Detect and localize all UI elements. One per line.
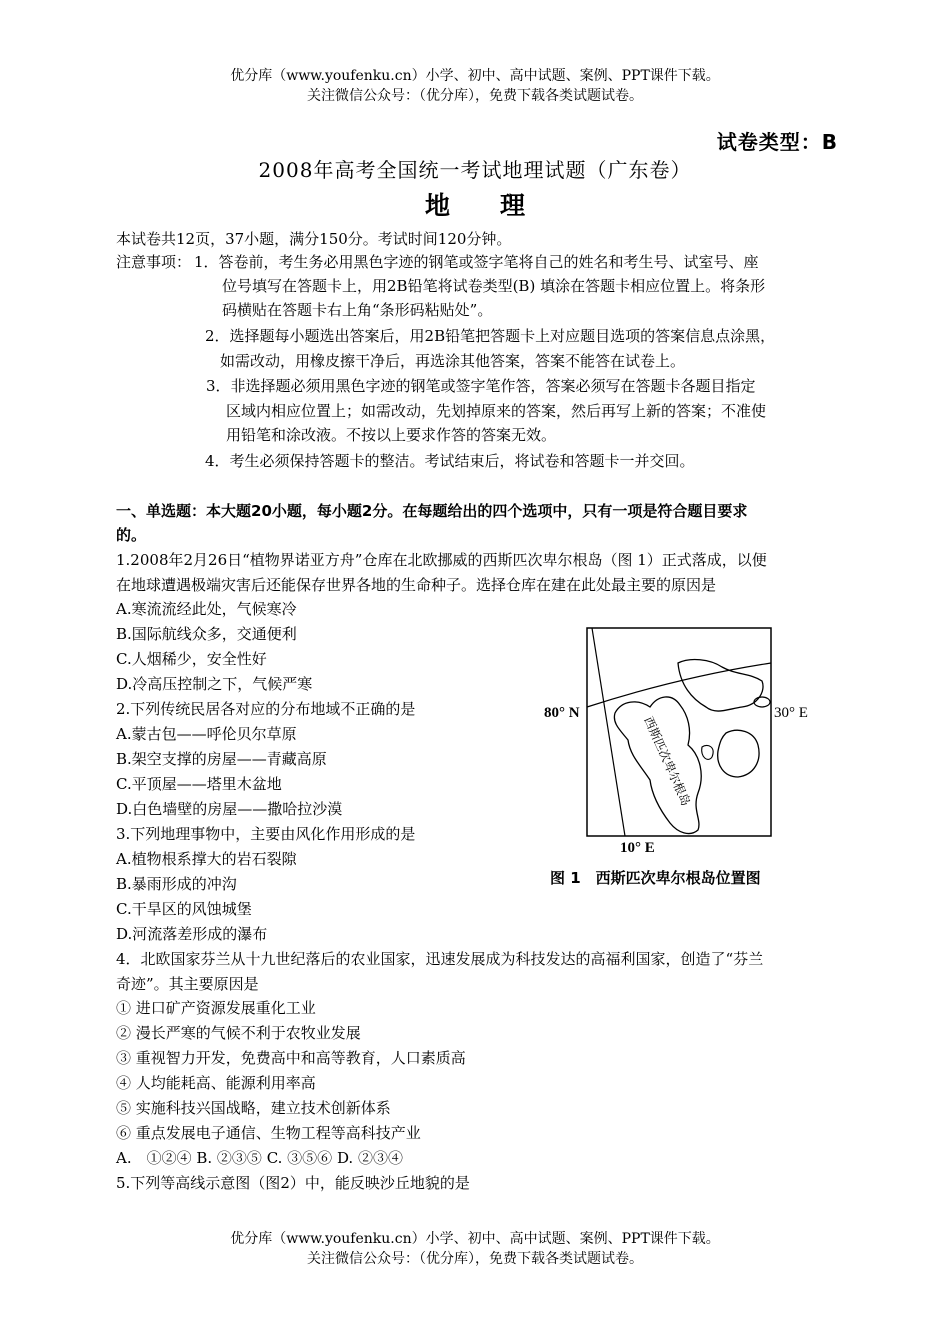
northeast-land [678,660,763,712]
q2-option-b: B.架空支撑的房屋——青藏高原 [116,750,327,768]
q2-option-c: C.平顶屋——塔里木盆地 [116,775,282,793]
q4-item-5: ⑤ 实施科技兴国战略，建立技术创新体系 [116,1099,391,1117]
island-name-label: 西斯匹次卑尔根岛 [641,714,694,808]
note-3-line-2: 区域内相应位置上；如需改动，先划掉原来的答案，然后再写上新的答案；不准使 [226,402,767,420]
q1-option-d: D.冷高压控制之下，气候严寒 [116,675,313,693]
map-svg [540,615,840,895]
q3-option-c: C.干旱区的风蚀城堡 [116,900,252,918]
note-1-line-2: 位号填写在答题卡上，用2B铅笔将试卷类型(B) 填涂在答题卡相应位置上。将条形 [222,277,766,295]
exam-title: 2008年高考全国统一考试地理试题（广东卷） [258,158,692,182]
q4-item-4: ④ 人均能耗高、能源利用率高 [116,1074,316,1092]
q4-item-3: ③ 重视智力开发，免费高中和高等教育，人口素质高 [116,1049,466,1067]
figure-1-map [540,615,840,895]
q3-option-d: D.河流落差形成的瀑布 [116,925,268,943]
figure-1-caption: 图 1 西斯匹次卑尔根岛位置图 [550,869,761,887]
q1-option-b: B.国际航线众多，交通便利 [116,625,297,643]
q4-stem-line-1: 4．北欧国家芬兰从十九世纪落后的农业国家，迅速发展成为科技发达的高福利国家，创造了“芬兰 [116,950,764,968]
section-1-heading-line-1: 一、单选题：本大题20小题，每小题2分。在每题给出的四个选项中，只有一项是符合题目要求 [116,502,748,520]
note-4: 4．考生必须保持答题卡的整洁。考试结束后，将试卷和答题卡一并交回。 [205,452,695,470]
q1-option-c: C.人烟稀少，安全性好 [116,650,267,668]
footer-line-1: 优分库（www.youfenku.cn）小学、初中、高中试题、案例、PPT课件下载。 [230,1231,720,1247]
q5-stem: 5.下列等高线示意图（图2）中，能反映沙丘地貌的是 [116,1174,470,1192]
q3-stem: 3.下列地理事物中，主要由风化作用形成的是 [116,825,416,843]
footer-line-2: 关注微信公众号：（优分库），免费下载各类试题试卷。 [307,1251,643,1267]
east-island [718,730,759,777]
header-line-2: 关注微信公众号：（优分库），免费下载各类试题试卷。 [307,88,643,104]
q2-stem: 2.下列传统民居各对应的分布地域不正确的是 [116,700,416,718]
lat-label-80n: 80° N [544,705,580,721]
note-1-line-1: 1．答卷前，考生务必用黑色字迹的钢笔或签字笔将自己的姓名和考生号、试室号、座 [194,253,759,271]
meridian-line [592,628,625,836]
q4-options: A. ①②④ B. ②③⑤ C. ③⑤⑥ D. ②③④ [116,1149,403,1167]
q4-stem-line-2: 奇迹”。其主要原因是 [116,975,259,993]
note-3-line-1: 3．非选择题必须用黑色字迹的钢笔或签字笔作答，答案必须写在答题卡各题目指定 [206,377,756,395]
note-1-line-3: 码横贴在答题卡右上角“条形码粘贴处”。 [222,301,493,319]
lon-label-30e: 30° E [774,705,808,721]
section-1-heading-line-2: 的。 [116,526,147,544]
island-shape [614,697,701,834]
q1-stem-line-2: 在地球遭遇极端灾害后还能保存世界各地的生命种子。选择仓库在建在此处最主要的原因是 [116,576,717,594]
q1-stem-line-1: 1.2008年2月26日“植物界诺亚方舟”仓库在北欧挪威的西斯匹次卑尔根岛（图 1）正式落成，以便 [116,551,767,569]
q2-option-d: D.白色墙壁的房屋——撒哈拉沙漠 [116,800,343,818]
q4-item-6: ⑥ 重点发展电子通信、生物工程等高科技产业 [116,1124,421,1142]
note-2-line-2: 如需改动，用橡皮擦干净后，再选涂其他答案，答案不能答在试卷上。 [220,352,686,370]
small-island [754,697,770,707]
small-islet [702,745,713,759]
q4-item-1: ① 进口矿产资源发展重化工业 [116,999,316,1017]
header-line-1: 优分库（www.youfenku.cn）小学、初中、高中试题、案例、PPT课件下载。 [230,68,720,84]
note-3-line-3: 用铅笔和涂改液。不按以上要求作答的答案无效。 [226,426,557,444]
q3-option-b: B.暴雨形成的冲沟 [116,875,237,893]
lon-label-10e: 10° E [620,840,655,856]
paper-type: 试卷类型：B [716,130,838,154]
q1-option-a: A.寒流流经此处，气候寒冷 [116,600,297,618]
q4-item-2: ② 漫长严寒的气候不利于农牧业发展 [116,1024,361,1042]
q2-option-a: A.蒙古包——呼伦贝尔草原 [116,725,297,743]
note-2-line-1: 2．选择题每小题选出答案后，用2B铅笔把答题卡上对应题目选项的答案信息点涂黑， [205,327,776,345]
notes-label: 注意事项： [116,253,192,271]
subject-title: 地 理 [424,191,525,220]
intro-text: 本试卷共12页，37小题，满分150分。考试时间120分钟。 [116,230,512,248]
q3-option-a: A.植物根系撑大的岩石裂隙 [116,850,297,868]
